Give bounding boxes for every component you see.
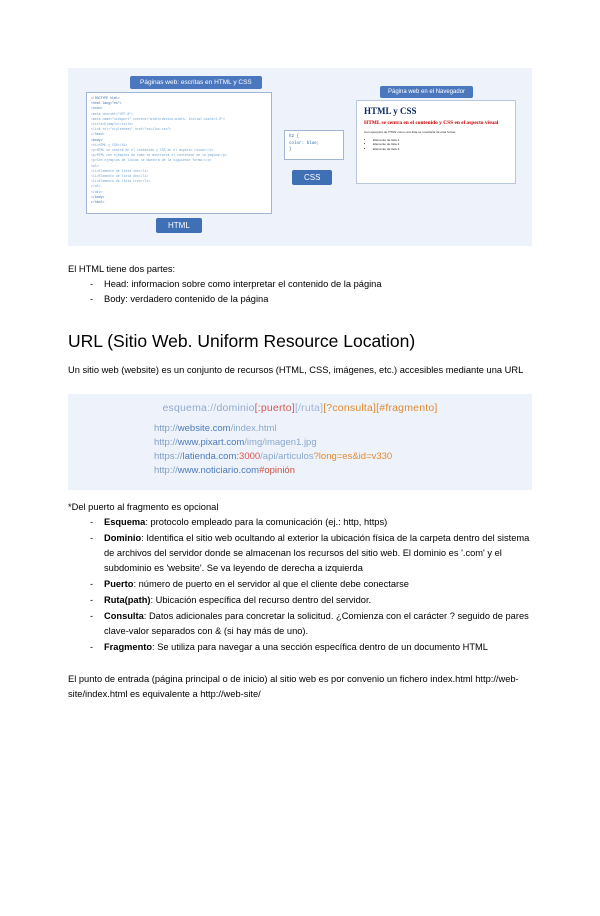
figure-html-css-diagram [68,68,532,246]
browser-preview [356,100,516,184]
code-line: h2 { [289,135,300,139]
url-port: :3000 [236,451,261,462]
list-item [68,577,532,592]
code-line: </body> [91,194,105,199]
html-parts-intro: El HTML tiene dos partes: [68,264,176,274]
url-syntax-path: [/ruta] [294,402,324,414]
term-puerto: Puerto [104,579,134,589]
term-text: : Identifica el sitio web ocultando al exterior la ubicación física de la carpeta dentro del sistema de archivos del servidor donde se almacenan los recursos del sitio web. El dominio es '.com' y el subdominio es 'website'. Se va leyendo de derecha a izquierda [104,533,530,573]
code-line: <link rel="stylesheet" href="estilos.css"> [91,127,172,132]
list-item: - Body: verdadero contenido de la página [68,292,532,307]
url-query: ?long=es&id=v330 [313,451,393,462]
closing-paragraph: El punto de entrada (página principal o de inicio) al sitio web es por convenio un fichero index.html http://web-site/index.html es equivalente a http://web-site/ [68,674,519,699]
list-item: • Elemento de lista 1 [373,138,508,143]
document-page [0,68,600,916]
term-text: : Se utiliza para navegar a una sección específica dentro de un documento HTML [152,642,488,652]
url-syntax-port: [:puerto] [254,402,295,414]
url-example [154,436,532,450]
url-examples [68,422,532,478]
url-fragment: #opinión [259,465,295,476]
list-item [68,515,532,530]
term-text: : Ubicación específica del recurso dentro del servidor. [150,595,372,605]
term-dominio: Dominio [104,533,142,543]
html-label: HTML [156,218,202,233]
code-line: <html lang="es"> [91,101,122,106]
code-line: <body> [91,137,103,142]
url-example [154,422,532,436]
browser-label: Página web en el Navegador [380,86,473,98]
term-consulta: Consulta [104,611,144,621]
url-syntax-fragment: [#fragmento] [376,402,438,414]
optional-note: *Del puerto al fragmento es opcional [68,502,219,512]
url-scheme: http:// [154,423,178,434]
url-example [154,464,532,478]
url-domain: www.pixart.com [177,437,245,448]
url-domain: latienda.com [182,451,237,462]
code-line: <ul> [91,163,99,168]
term-text: : Datos adicionales para concretar la solicitud. ¿Comienza con el carácter ? seguido de pares clave-valor separados con & (si hay más de uno). [104,611,529,636]
url-syntax-query: [?consulta] [323,402,377,414]
url-scheme: https:// [154,451,183,462]
list-item [68,640,532,655]
code-line: <!DOCTYPE html> [91,96,120,100]
code-line: <li>Elemento de lista dos</li> [91,174,149,179]
list-item: - Head: informacion sobre como interpretar el contenido de la página [68,277,532,292]
url-syntax-scheme: esquema [162,402,208,414]
code-line: <p>HTML con ejemplos de como se mostraría el contenido de la pagina</p> [91,153,227,158]
url-parts-list [68,515,532,655]
code-line: <p>Con ejemplos de listas se muestra de la siguiente forma:</p> [91,158,212,163]
css-label: CSS [292,170,332,185]
page-heading-url: URL (Sitio Web. Uniform Resource Location) [68,331,416,351]
html-code-box [86,92,272,214]
html-parts-list [68,277,532,307]
code-line: <h1>HTML y CSS</h1> [91,142,128,147]
term-text: : protocolo empleado para la comunicación (ej.: http, https) [145,517,388,527]
term-text: : número de puerto en el servidor al que el cliente debe conectarse [133,579,409,589]
figure-url-structure [68,394,532,490]
url-path: /api/articulos [260,451,314,462]
url-domain: website.com [177,423,231,434]
list-item [68,531,532,576]
list-item: • Elemento de lista 3 [373,147,508,152]
url-example [154,450,532,464]
url-domain: www.noticiario.com [177,465,260,476]
code-line: </div> [91,189,103,194]
code-line: </head> [91,132,105,137]
code-line: <meta charset="UTF-8"> [91,111,134,116]
browser-small-text: Con ejemplos de HTML como una lista se mostraría de esta forma, [364,130,456,134]
list-item: • Elemento de lista 2 [373,142,508,147]
url-scheme: http:// [154,437,178,448]
term-ruta: Ruta(path) [104,595,151,605]
code-line: <head> [91,106,103,111]
css-code-box [284,130,344,160]
code-line: <meta name="viewport" content="width=device-width, initial-scale=1.0"> [91,116,225,121]
list-item [68,609,532,639]
url-path: /img/imagen1.jpg [244,437,317,448]
url-path: /index.html [230,423,277,434]
url-syntax-sep: :// [207,402,217,414]
url-syntax-domain: dominio [216,402,255,414]
code-line: color: blue; [289,141,320,146]
browser-red-text: HTML se centra en el contenido y CSS en el aspecto visual [364,120,499,126]
term-esquema: Esquema [104,517,146,527]
term-fragmento: Fragmento [104,642,153,652]
code-line: } [289,148,292,152]
browser-title: HTML y CSS [364,106,417,116]
code-line: <title>Ejemplo</title> [91,122,134,127]
url-syntax-line [68,402,532,414]
code-line: </html> [91,200,105,205]
code-line: <li>Elemento de lista uno</li> [91,168,149,173]
code-line: <li>Elemento de lista tres</li> [91,179,151,184]
browser-list [364,138,508,152]
code-line: </ul> [91,184,101,189]
code-line: <p>HTML se centra en el contenido y CSS en el aspecto visual</p> [91,148,214,153]
url-scheme: http:// [154,465,178,476]
list-item [68,593,532,608]
figure1-caption: Páginas web: escritas en HTML y CSS [130,76,262,89]
url-intro-paragraph: Un sitio web (website) es un conjunto de recursos (HTML, CSS, imágenes, etc.) accesibles mediante una URL [68,365,524,375]
